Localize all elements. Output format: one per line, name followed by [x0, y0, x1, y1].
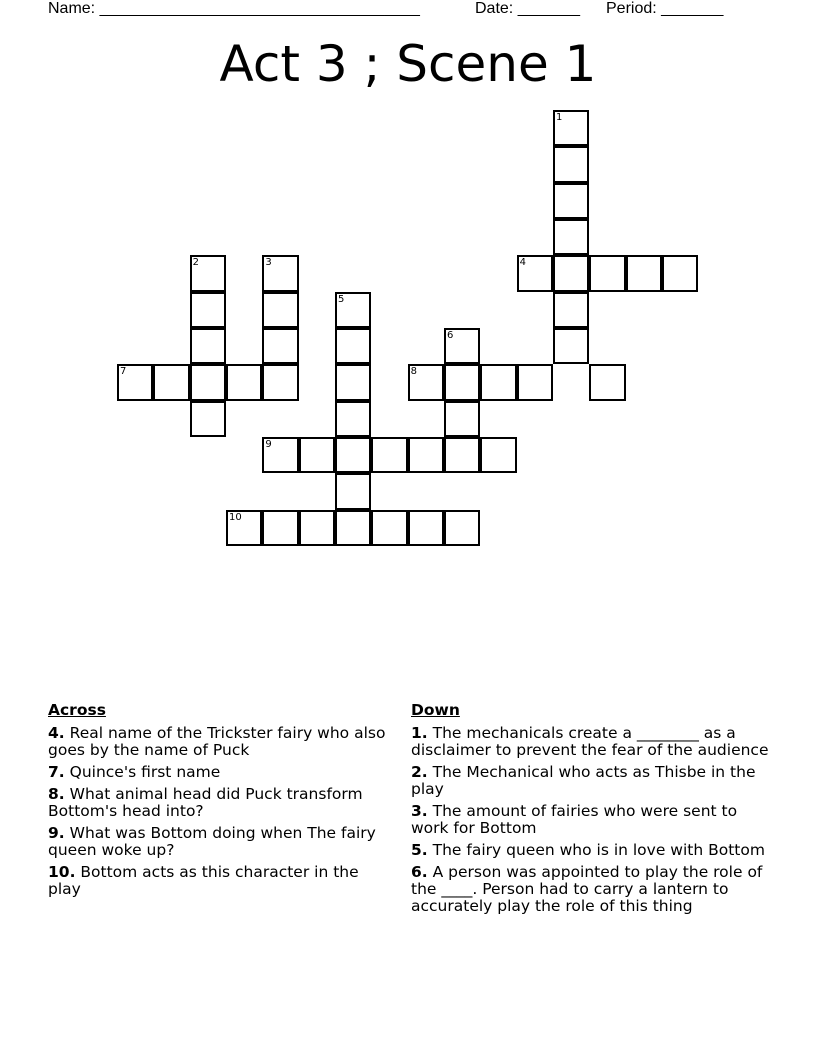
- crossword-cell[interactable]: [262, 437, 298, 473]
- clue-across: [48, 725, 388, 759]
- name-field[interactable]: Name: ____________________________________: [48, 0, 420, 17]
- crossword-cell[interactable]: [408, 437, 444, 473]
- crossword-cell[interactable]: [589, 255, 625, 291]
- crossword-cell[interactable]: [589, 364, 625, 400]
- clue-across: [48, 825, 388, 859]
- clue-number: 6.: [411, 863, 428, 881]
- crossword-cell[interactable]: [553, 328, 589, 364]
- across-clues: [48, 700, 388, 903]
- clue-text: The fairy queen who is in love with Bottom: [432, 841, 765, 859]
- clue-number: 5.: [411, 841, 428, 859]
- across-heading: Across: [48, 701, 106, 719]
- crossword-cell[interactable]: [335, 364, 371, 400]
- crossword-cell[interactable]: [335, 328, 371, 364]
- page-title: Act 3 ; Scene 1: [219, 35, 597, 93]
- clue-number: 2.: [411, 763, 428, 781]
- period-field[interactable]: Period: _______: [606, 0, 724, 17]
- crossword-cell[interactable]: [299, 437, 335, 473]
- clue-across: [48, 864, 388, 898]
- clue-number: 4.: [48, 724, 65, 742]
- crossword-cell[interactable]: [335, 437, 371, 473]
- crossword-cell[interactable]: [226, 510, 262, 546]
- crossword-cell[interactable]: [408, 364, 444, 400]
- crossword-cell[interactable]: [444, 401, 480, 437]
- clue-down: [411, 803, 771, 837]
- crossword-cell[interactable]: [371, 437, 407, 473]
- crossword-cell[interactable]: [626, 255, 662, 291]
- crossword-cell[interactable]: [262, 510, 298, 546]
- crossword-cell[interactable]: [226, 364, 262, 400]
- crossword-cell[interactable]: [262, 364, 298, 400]
- crossword-cell[interactable]: [444, 364, 480, 400]
- crossword-cell[interactable]: [444, 328, 480, 364]
- crossword-cell[interactable]: [335, 401, 371, 437]
- down-heading: Down: [411, 701, 460, 719]
- crossword-cell[interactable]: [553, 255, 589, 291]
- cell-number: 7: [120, 366, 127, 378]
- crossword-cell[interactable]: [517, 255, 553, 291]
- cell-number: 5: [337, 293, 345, 305]
- crossword-cell[interactable]: [190, 292, 226, 328]
- crossword-cell[interactable]: [553, 292, 589, 328]
- crossword-cell[interactable]: [371, 510, 407, 546]
- clue-text: The mechanicals create a ________ as a disclaimer to prevent the fear of the audience: [411, 724, 769, 759]
- clue-number: 8.: [48, 785, 65, 803]
- crossword-cell[interactable]: [262, 292, 298, 328]
- clue-text: Quince's first name: [69, 763, 221, 781]
- date-field[interactable]: Date: _______: [475, 0, 580, 17]
- crossword-cell[interactable]: [335, 473, 371, 509]
- clue-across: [48, 786, 388, 820]
- clue-number: 1.: [411, 724, 428, 742]
- clue-text: Bottom acts as this character in the play: [48, 863, 359, 898]
- cell-number: 1: [555, 112, 563, 123]
- crossword-cell[interactable]: [553, 110, 589, 146]
- clue-text: Real name of the Trickster fairy who also goes by the name of Puck: [48, 724, 386, 759]
- crossword-cell[interactable]: [262, 255, 298, 291]
- clue-text: A person was appointed to play the role of the ____. Person had to carry a lantern to accurately play the role of this thing: [411, 863, 763, 915]
- crossword-cell[interactable]: [299, 510, 335, 546]
- crossword-cell[interactable]: [480, 437, 516, 473]
- clue-text: The Mechanical who acts as Thisbe in the play: [411, 763, 756, 798]
- cell-number: 6: [446, 329, 454, 341]
- clue-down: [411, 864, 771, 915]
- clue-number: 9.: [48, 824, 65, 842]
- crossword-cell[interactable]: [553, 219, 589, 255]
- clue-number: 7.: [48, 763, 65, 781]
- crossword-cell[interactable]: [190, 255, 226, 291]
- crossword-cell[interactable]: [117, 364, 153, 400]
- crossword-cell[interactable]: [444, 437, 480, 473]
- crossword-cell[interactable]: [553, 146, 589, 182]
- crossword-cell[interactable]: [335, 292, 371, 328]
- crossword-cell[interactable]: [480, 364, 516, 400]
- crossword-cell[interactable]: [553, 183, 589, 219]
- crossword-cell[interactable]: [262, 328, 298, 364]
- crossword-cell[interactable]: [517, 364, 553, 400]
- clue-down: [411, 842, 771, 859]
- crossword-cell[interactable]: [190, 364, 226, 400]
- cell-number: 4: [519, 257, 526, 269]
- cell-number: 9: [265, 438, 272, 450]
- clue-down: [411, 725, 771, 759]
- clue-text: What was Bottom doing when The fairy queen woke up?: [48, 824, 376, 859]
- crossword-cell[interactable]: [408, 510, 444, 546]
- crossword-cell[interactable]: [662, 255, 698, 291]
- clue-down: [411, 764, 771, 798]
- crossword-cell[interactable]: [153, 364, 189, 400]
- clue-number: 3.: [411, 802, 428, 820]
- cell-number: 10: [228, 511, 242, 523]
- clue-across: [48, 764, 388, 781]
- crossword-cell[interactable]: [444, 510, 480, 546]
- cell-number: 8: [410, 366, 417, 378]
- cell-number: 3: [265, 257, 272, 269]
- clue-text: What animal head did Puck transform Bottom's head into?: [48, 785, 363, 820]
- crossword-cell[interactable]: [190, 328, 226, 364]
- clue-text: The amount of fairies who were sent to work for Bottom: [411, 802, 738, 837]
- crossword-cell[interactable]: [335, 510, 371, 546]
- crossword-cell[interactable]: [190, 401, 226, 437]
- down-clues: [411, 700, 771, 920]
- clue-number: 10.: [48, 863, 76, 881]
- cell-number: 2: [192, 257, 200, 269]
